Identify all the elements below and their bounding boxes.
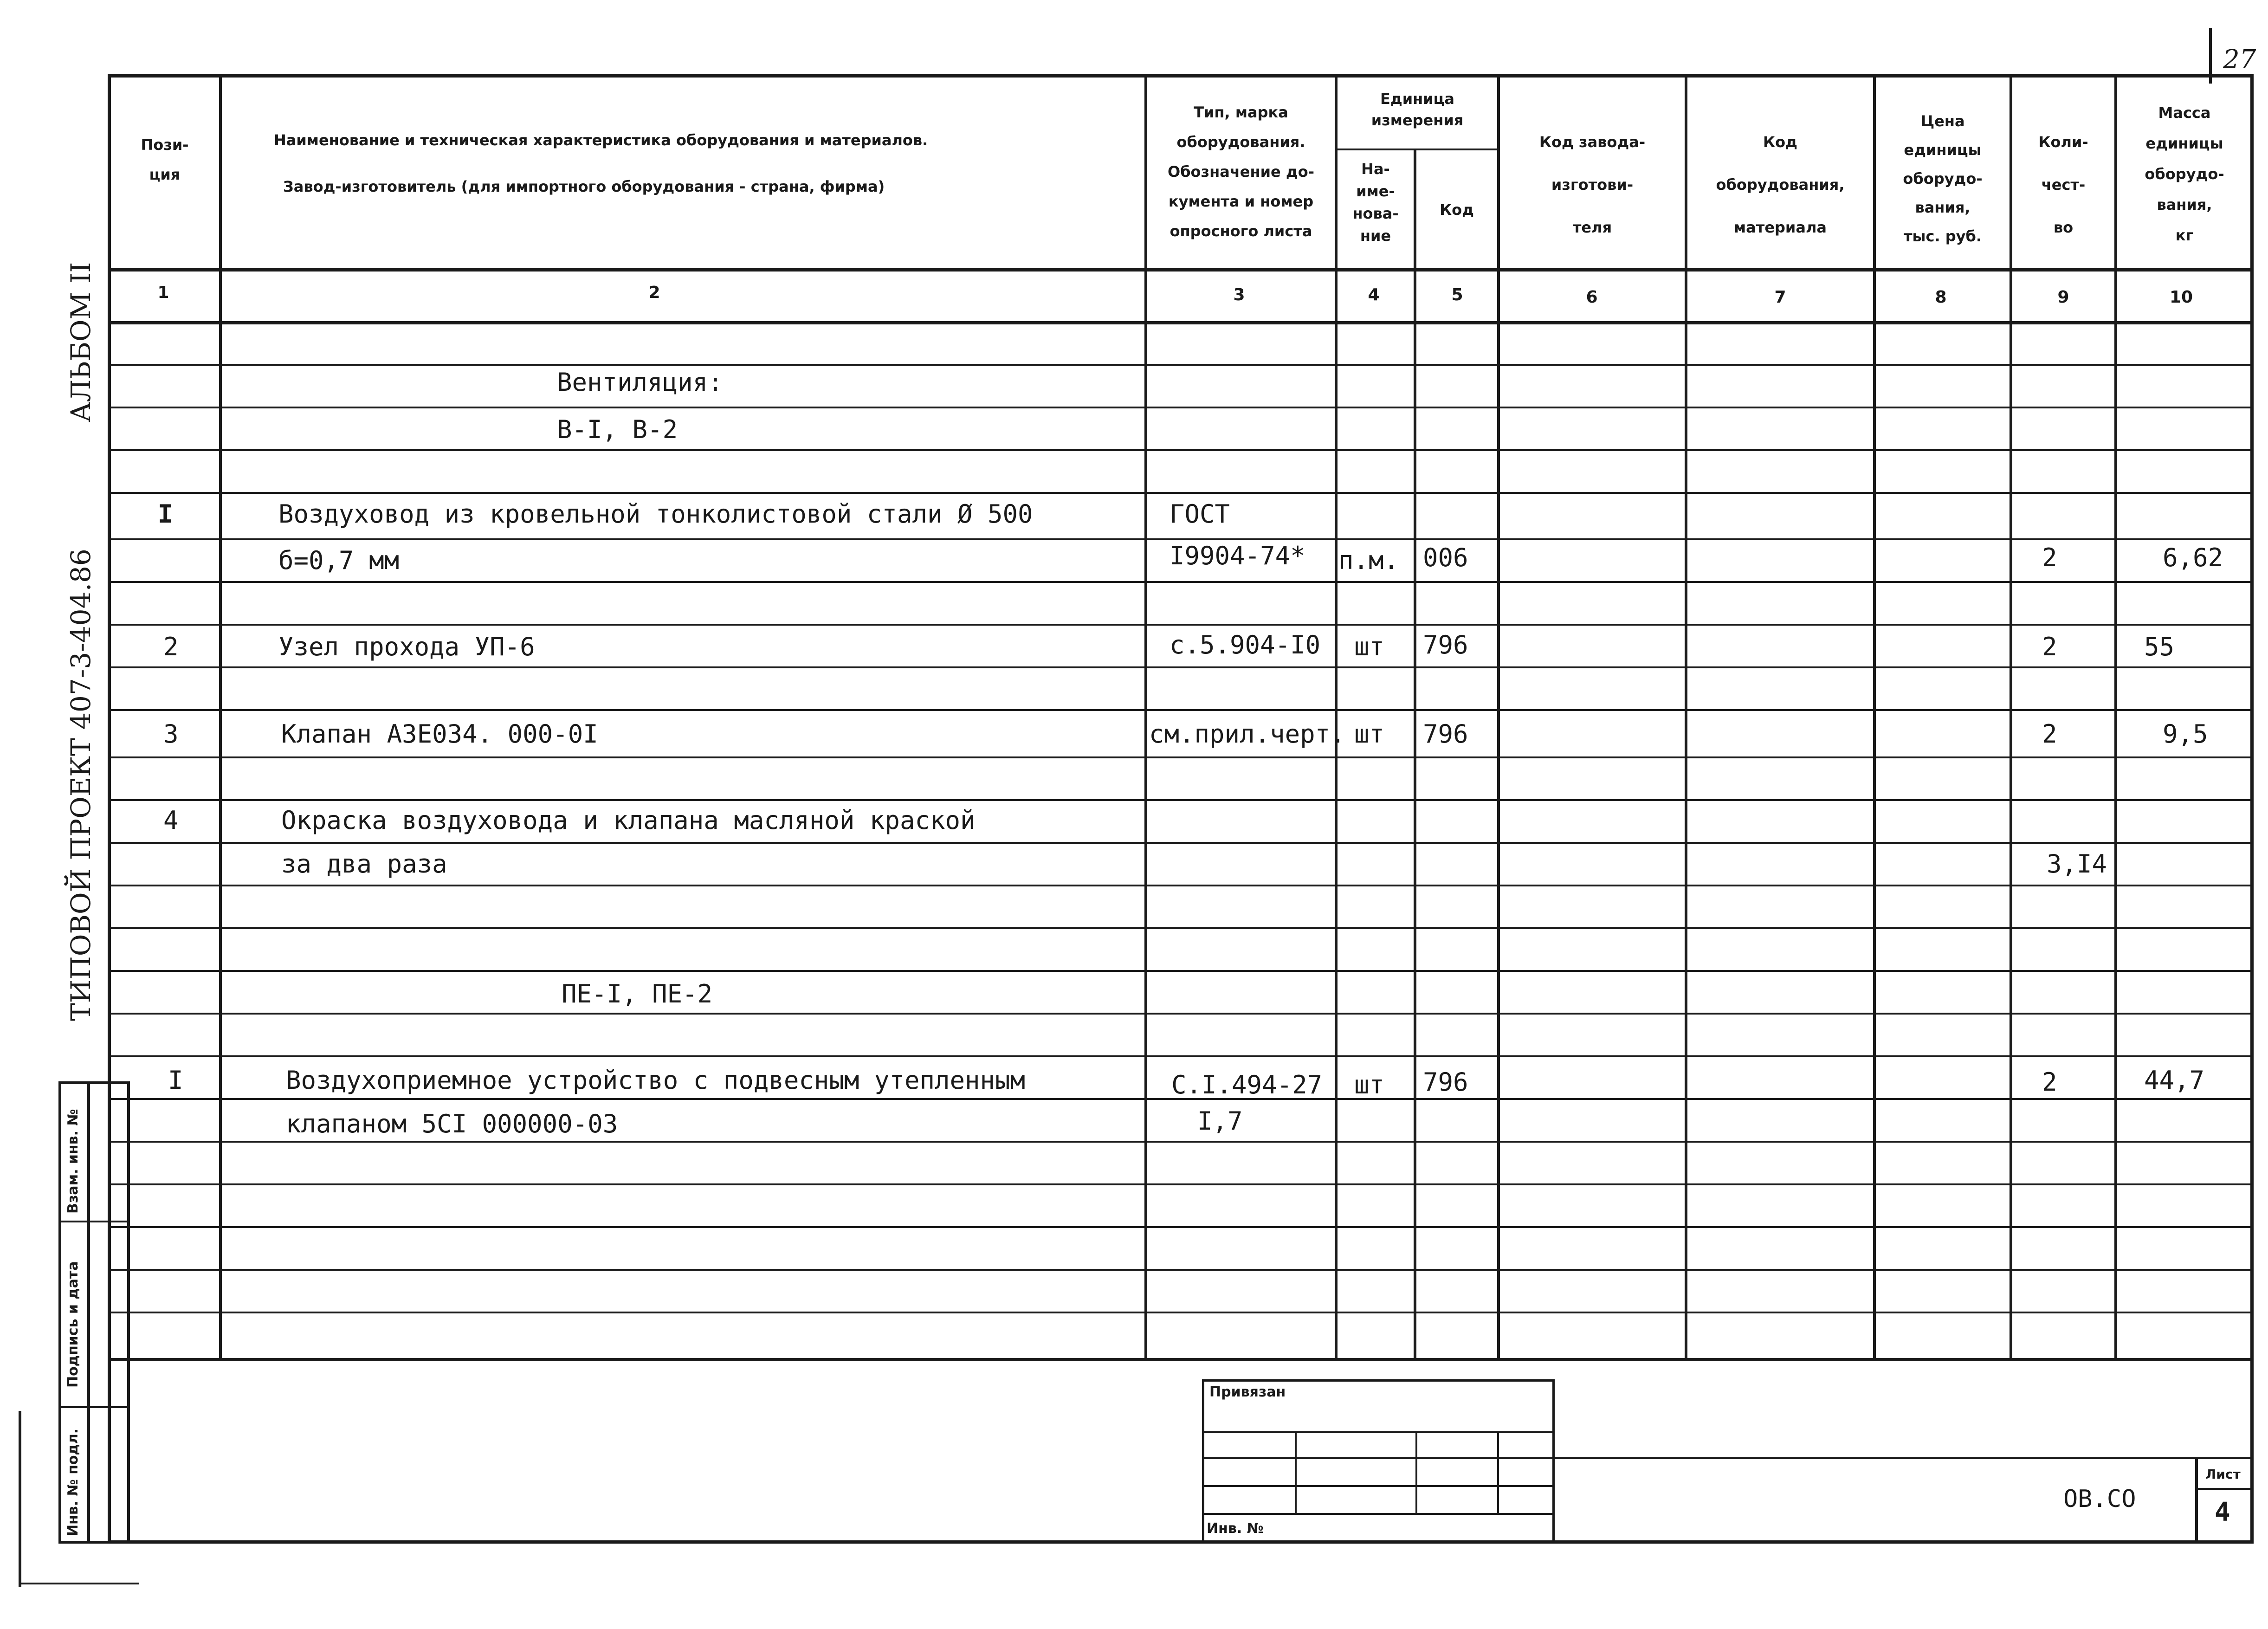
header-equipment-code: Код оборудования, материала (1716, 133, 1845, 236)
col-line (2010, 74, 2012, 1360)
list-box-line (2195, 1457, 2198, 1544)
margin-line (19, 1583, 139, 1584)
row-line (108, 799, 2254, 801)
row5b-doc: I,7 (1197, 1106, 1243, 1136)
row-line (108, 666, 2254, 668)
row3-quantity: 2 (2042, 719, 2057, 749)
colnum-4: 4 (1368, 285, 1380, 304)
row5-unit: шт (1354, 1070, 1385, 1099)
header-unit-price: Цена единицы оборудо- вания, тыс. руб. (1903, 112, 1983, 245)
unit-group-line (1335, 149, 1499, 150)
album-label: АЛЬБОМ II (65, 262, 97, 422)
privyazan-line (1202, 1457, 1555, 1459)
row-line (108, 1312, 2254, 1313)
colnum-10: 10 (2169, 288, 2193, 307)
sheet-number: 27 (2223, 45, 2256, 75)
privyazan-label: Привязан (1209, 1384, 1286, 1400)
row3-name: Клапан АЗЕ034. 000-0I (281, 719, 598, 749)
header-bottom-line (108, 268, 2254, 272)
title-block-line (1553, 1457, 2254, 1459)
row2-doc: с.5.904-I0 (1170, 630, 1321, 659)
colnum-9: 9 (2057, 288, 2069, 307)
row4b-name: за два раза (281, 849, 447, 879)
row-line (108, 407, 2254, 408)
margin-line (19, 1411, 21, 1587)
stamp-inv-orig: Инв. № подл. (65, 1428, 81, 1536)
colnum-1: 1 (157, 283, 169, 302)
row1b-unit: п.м. (1338, 546, 1399, 575)
row-line (108, 449, 2254, 451)
row1-doc: ГОСТ (1170, 499, 1230, 529)
stamp-sign-date: Подпись и дата (65, 1261, 81, 1388)
row-line (108, 1269, 2254, 1271)
colnum-3: 3 (1233, 285, 1245, 304)
privyazan-line (1202, 1513, 1555, 1515)
col-line (1335, 74, 1338, 1360)
row1b-quantity: 2 (2042, 543, 2057, 572)
list-number: 4 (2215, 1497, 2230, 1527)
header-quantity: Коли- чест- во (2038, 133, 2088, 236)
row3-doc: см.прил.черт. (1149, 719, 1345, 749)
row1b-code: 006 (1423, 543, 1468, 572)
row2-unit: шт (1354, 632, 1385, 661)
row5b-name: клапаном 5СI 000000-03 (286, 1109, 618, 1138)
row5-mass: 44,7 (2144, 1066, 2205, 1095)
header-unit-mass: Масса единицы оборудо- вания, кг (2145, 104, 2224, 244)
row2-quantity: 2 (2042, 632, 2057, 661)
document-code: ОВ.СО (2063, 1485, 2136, 1513)
privyazan-col (1497, 1431, 1499, 1515)
row-line (108, 756, 2254, 758)
list-label: Лист (2205, 1467, 2241, 1482)
project-label: ТИПОВОЙ ПРОЕКТ 407-3-404.86 (65, 549, 97, 1021)
colnum-2: 2 (648, 283, 660, 302)
colnum-7: 7 (1774, 288, 1786, 307)
row-line (108, 709, 2254, 711)
inv-no-label: Инв. № (1207, 1520, 1264, 1537)
list-box-line (2195, 1488, 2254, 1490)
row1b-name: б=0,7 мм (278, 546, 400, 575)
colnum-5: 5 (1451, 285, 1463, 304)
row1b-mass: 6,62 (2163, 543, 2223, 572)
row1-name: Воздуховод из кровельной тонколистовой стали Ø 500 (278, 499, 1033, 529)
row2-mass: 55 (2144, 632, 2175, 661)
col-line (1414, 149, 1416, 1360)
row-line (108, 927, 2254, 929)
row3-unit: шт (1354, 719, 1385, 749)
header-type: Тип, марка оборудования. Обозначение до- кумента и номер опросного листа (1168, 103, 1314, 240)
row-line (108, 538, 2254, 540)
row-line (108, 1226, 2254, 1228)
row2-position: 2 (163, 632, 179, 661)
stamp-replace-inv: Взам. инв. № (65, 1109, 81, 1214)
stamp-divider (87, 1081, 90, 1544)
row3-code: 796 (1423, 719, 1468, 749)
group-b: В-I, В-2 (557, 415, 678, 444)
row5-name: Воздухоприемное устройство с подвесным утепленным (286, 1066, 1026, 1095)
row-line (108, 970, 2254, 972)
row-line (108, 581, 2254, 583)
row-line (108, 492, 2254, 494)
row4-position: 4 (163, 806, 179, 835)
privyazan-col (1415, 1431, 1417, 1515)
row-line (108, 1141, 2254, 1143)
row-line (108, 1013, 2254, 1015)
row5-position: I (168, 1066, 183, 1095)
row2-code: 796 (1423, 630, 1468, 659)
row5-quantity: 2 (2042, 1067, 2057, 1097)
row5-code: 796 (1423, 1067, 1468, 1097)
privyazan-line (1202, 1431, 1555, 1433)
header-plant-code: Код завода- изготови- теля (1539, 133, 1646, 236)
row-line (108, 842, 2254, 844)
row1b-doc: I9904-74* (1170, 541, 1305, 570)
row3-position: 3 (163, 719, 179, 749)
header-position: Пози- ция (141, 136, 189, 183)
header-name-line1: Наименование и техническая характеристика оборудования и материалов. (274, 131, 928, 149)
col-line (1144, 74, 1147, 1360)
row-line (108, 885, 2254, 886)
colnum-6: 6 (1586, 288, 1598, 307)
group-pe: ПЕ-I, ПЕ-2 (562, 979, 713, 1008)
col-line (219, 74, 222, 1360)
row-line (108, 364, 2254, 366)
row3-mass: 9,5 (2163, 719, 2208, 749)
row4b-quantity: 3,I4 (2047, 849, 2107, 879)
col-line (1873, 74, 1876, 1360)
row-line (108, 624, 2254, 626)
header-unit-code: Код (1440, 201, 1474, 219)
row-line (108, 1183, 2254, 1185)
row4-name: Окраска воздуховода и клапана масляной краской (281, 806, 976, 835)
section-ventilation: Вентиляция: (557, 368, 723, 397)
col-line (1497, 74, 1500, 1360)
colnum-bottom-line (108, 321, 2254, 324)
privyazan-line (1202, 1485, 1555, 1487)
colnum-8: 8 (1935, 288, 1947, 307)
col-line (2114, 74, 2117, 1360)
privyazan-box (1202, 1379, 1555, 1544)
row5-doc: С.I.494-27 (1171, 1070, 1323, 1099)
row-line (108, 1055, 2254, 1057)
header-name-line2: Завод-изготовитель (для импортного оборудования - страна, фирма) (283, 178, 885, 195)
col-line (1685, 74, 1687, 1360)
header-unit-group: Единица измерения (1371, 90, 1464, 129)
header-unit-name: На- име- нова- ние (1352, 160, 1399, 245)
privyazan-col (1295, 1431, 1297, 1515)
body-bottom-line (108, 1358, 2254, 1361)
row2-name: Узел прохода УП-6 (278, 632, 535, 661)
row1-position: I (158, 499, 173, 529)
